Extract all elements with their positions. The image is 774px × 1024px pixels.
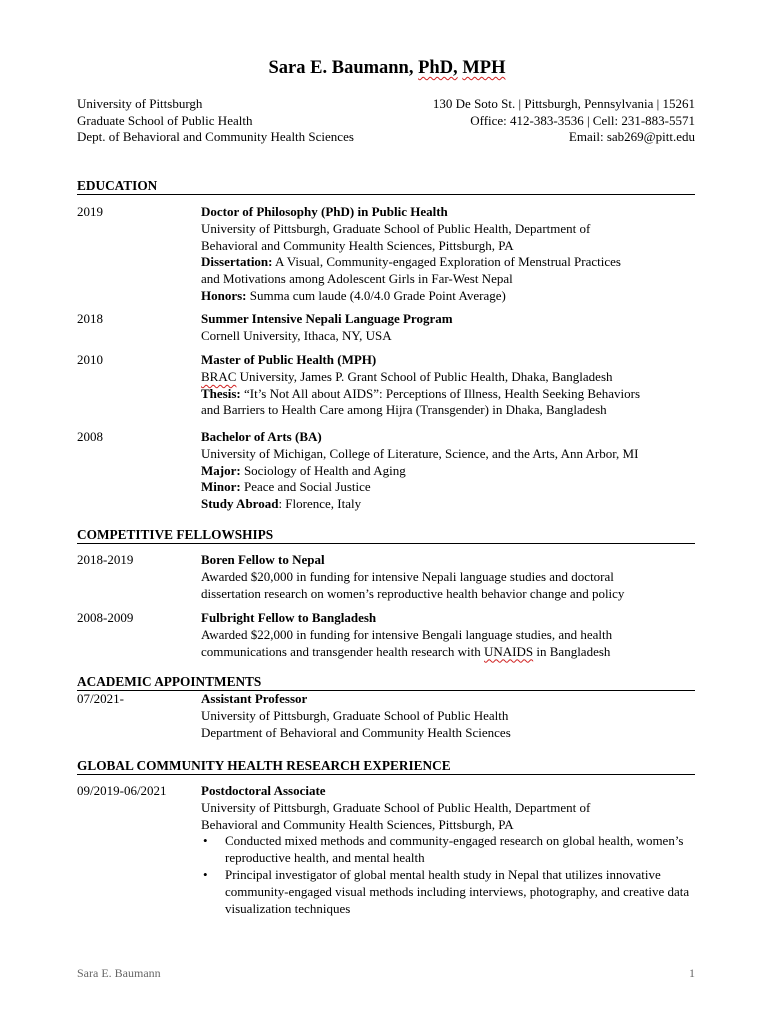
entry-line — [201, 369, 695, 386]
entry-text: : Florence, Italy — [278, 496, 362, 512]
entry-date: 2010 — [77, 352, 103, 367]
unaids-word: UNAIDS — [484, 643, 534, 659]
entry-line: dissertation research on women’s reproductive health behavior change and policy — [201, 585, 625, 601]
research-section — [77, 758, 695, 916]
entry-title: Doctor of Philosophy (PhD) in Public Health — [201, 204, 448, 219]
entry-label: Minor: — [201, 479, 241, 495]
entry-line: Cornell University, Ithaca, NY, USA — [201, 327, 392, 343]
entry-title: Boren Fellow to Nepal — [201, 552, 325, 567]
entry-title: Fulbright Fellow to Bangladesh — [201, 610, 377, 625]
affiliation-line: Graduate School of Public Health — [77, 112, 253, 128]
fellowships-section — [77, 527, 695, 659]
entry-body — [201, 352, 695, 419]
entry-label: Dissertation: — [201, 254, 273, 270]
email-line: Email: sab269@pitt.edu — [568, 129, 695, 144]
entry-body — [201, 429, 695, 513]
entry-line — [201, 496, 695, 513]
section-heading: ACADEMIC APPOINTMENTS — [77, 674, 695, 691]
entry-text: communications and transgender health research with — [201, 643, 485, 659]
entry-body — [201, 691, 695, 741]
entry-line: and Motivations among Adolescent Girls in Far-West Nepal — [201, 271, 513, 287]
entry-label: Honors: — [201, 287, 247, 303]
entry-line: University of Pittsburgh, Graduate School of Public Health, Department of — [201, 220, 591, 236]
entry-line: University of Pittsburgh, Graduate School of Public Health, Department of — [201, 799, 591, 815]
entry-label: Major: — [201, 462, 241, 478]
entry-text: in Bangladesh — [533, 643, 611, 659]
entry-line: Department of Behavioral and Community Health Sciences — [201, 724, 511, 740]
education-section — [77, 178, 695, 512]
bullet-item: • Conducted mixed methods and community-engaged research on global health, women’s reproductive health, and mental health — [201, 833, 695, 867]
entry-line: and Barriers to Health Care among Hijra (Transgender) in Dhaka, Bangladesh — [201, 402, 607, 418]
entry-body — [201, 783, 695, 917]
entry-date: 2018-2019 — [77, 552, 134, 567]
entry-line: Behavioral and Community Health Sciences, Pittsburgh, PA — [201, 816, 514, 832]
entry-title: Master of Public Health (MPH) — [201, 352, 377, 367]
bullet-item: • Principal investigator of global mental health study in Nepal that utilizes innovative community-engaged visual methods including interviews, photography, and creative data visualization techniques — [201, 867, 695, 917]
affiliation-block — [77, 96, 354, 146]
name-text: Sara E. Baumann, — [268, 58, 419, 78]
entry-body — [201, 552, 695, 602]
appointments-section — [77, 674, 695, 740]
entry-line: University of Pittsburgh, Graduate School of Public Health — [201, 707, 509, 723]
entry-date: 2008 — [77, 429, 103, 444]
section-heading: COMPETITIVE FELLOWSHIPS — [77, 527, 695, 544]
entry-title: Assistant Professor — [201, 691, 308, 706]
entry-text: A Visual, Community-engaged Exploration of Menstrual Practices — [272, 254, 621, 270]
entry-body — [201, 204, 695, 305]
entry-title: Bachelor of Arts (BA) — [201, 429, 322, 444]
entry-date: 2019 — [77, 204, 103, 219]
entry-line: Awarded $20,000 in funding for intensive Nepali language studies and doctoral — [201, 568, 614, 584]
contact-block — [433, 96, 695, 146]
entry-label: Thesis: — [201, 385, 241, 401]
phone-line: Office: 412-383-3536 | Cell: 231-883-5571 — [470, 112, 695, 128]
entry-text: Summa cum laude (4.0/4.0 Grade Point Average) — [246, 287, 506, 303]
affiliation-line: Dept. of Behavioral and Community Health Sciences — [77, 129, 354, 144]
entry-text: “It’s Not All about AIDS”: Perceptions of Illness, Health Seeking Behaviors — [240, 385, 641, 401]
degree-mph: MPH — [462, 58, 506, 78]
entry-line — [201, 254, 695, 271]
section-heading: EDUCATION — [77, 178, 695, 195]
address-line: 130 De Soto St. | Pittsburgh, Pennsylvania | 15261 — [432, 96, 695, 111]
footer-author: Sara E. Baumann — [77, 966, 161, 980]
entry-line — [201, 386, 695, 403]
entry-line: Awarded $22,000 in funding for intensive Bengali language studies, and health — [201, 626, 613, 642]
entry-line: University of Michigan, College of Literature, Science, and the Arts, Ann Arbor, MI — [201, 445, 639, 461]
entry-body — [201, 311, 695, 345]
entry-date: 2018 — [77, 311, 103, 326]
entry-body — [201, 610, 695, 660]
entry-date: 2008-2009 — [77, 610, 134, 625]
entry-line — [201, 644, 695, 661]
entry-text: Peace and Social Justice — [240, 479, 371, 495]
brac-word: BRAC — [201, 368, 237, 384]
affiliation-line: University of Pittsburgh — [77, 96, 203, 111]
degree-phd: PhD, — [418, 58, 458, 78]
entry-label: Study Abroad — [201, 496, 279, 512]
entry-line — [201, 479, 695, 496]
research-bullets — [201, 833, 695, 917]
entry-date: 07/2021- — [77, 691, 124, 706]
entry-title: Summer Intensive Nepali Language Program — [201, 311, 453, 326]
entry-text: Sociology of Health and Aging — [240, 462, 406, 478]
entry-line: Behavioral and Community Health Sciences, Pittsburgh, PA — [201, 237, 514, 253]
entry-date: 09/2019-06/2021 — [77, 783, 167, 798]
entry-text: University, James P. Grant School of Public Health, Dhaka, Bangladesh — [236, 368, 613, 384]
section-heading: GLOBAL COMMUNITY HEALTH RESEARCH EXPERIENCE — [77, 758, 695, 775]
entry-line — [201, 463, 695, 480]
cv-name — [0, 58, 774, 79]
page-number: 1 — [689, 966, 695, 980]
entry-line — [201, 288, 695, 305]
entry-title: Postdoctoral Associate — [201, 783, 326, 798]
